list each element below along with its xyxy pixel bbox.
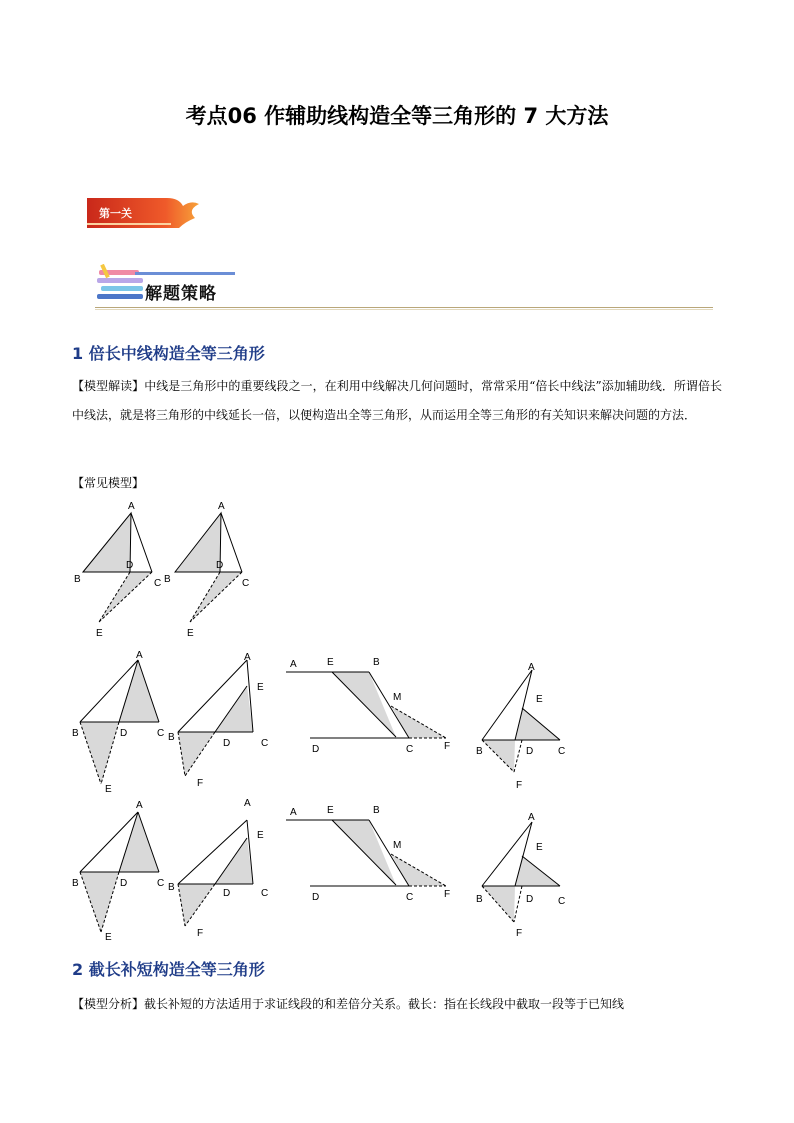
label-A: A <box>128 501 135 512</box>
label-A: A <box>290 659 297 670</box>
label-D: D <box>312 892 320 903</box>
label-D: D <box>120 728 128 739</box>
figure-median-6 <box>472 656 582 796</box>
section-divider-shadow <box>95 309 713 310</box>
label-D: D <box>223 738 231 749</box>
label-M: M <box>393 692 402 703</box>
figure-median-1 <box>70 498 170 643</box>
label-B: B <box>476 894 483 905</box>
figure-median-10 <box>472 806 582 946</box>
label-F: F <box>197 778 204 789</box>
label-C: C <box>242 578 250 589</box>
label-E: E <box>105 784 112 795</box>
models-label: 【常见模型】 <box>72 476 145 490</box>
label-A: A <box>244 652 251 663</box>
section2-paragraph: 【模型分析】截长补短的方法适用于求证线段的和差倍分关系。截长：指在长线段中截取一段等于已知线 <box>72 997 625 1011</box>
label-D: D <box>526 746 534 757</box>
label-F: F <box>444 889 451 900</box>
figure-median-4 <box>168 648 278 793</box>
banner-label: 第一关 <box>99 207 132 220</box>
section-divider <box>95 307 713 308</box>
label-E: E <box>96 628 103 639</box>
label-E: E <box>327 805 334 816</box>
label-F: F <box>516 780 523 791</box>
label-D: D <box>526 894 534 905</box>
label-D: D <box>120 878 128 889</box>
label-D: D <box>312 744 320 755</box>
label-C: C <box>261 738 269 749</box>
label-A: A <box>218 501 225 512</box>
label-B: B <box>74 574 81 585</box>
label-F: F <box>516 928 523 939</box>
figure-median-2 <box>162 498 262 643</box>
section1-paragraph: 【模型解读】中线是三角形中的重要线段之一，在利用中线解决几何问题时，常常采用“倍长中线法”添加辅助线．所谓倍长中线法，就是将三角形的中线延长一倍，以便构造出全等三角形，从而运用全等三角形的有关知识来解决问题的方法． <box>72 379 722 422</box>
label-C: C <box>558 896 566 907</box>
label-A: A <box>244 798 251 809</box>
label-B: B <box>373 805 380 816</box>
label-B: B <box>373 657 380 668</box>
label-C: C <box>157 728 165 739</box>
label-B: B <box>168 882 175 893</box>
label-D: D <box>216 560 224 571</box>
label-C: C <box>154 578 162 589</box>
label-B: B <box>72 878 79 889</box>
label-A: A <box>136 650 143 661</box>
label-F: F <box>197 928 204 939</box>
figure-median-8 <box>168 798 278 943</box>
label-D: D <box>126 560 134 571</box>
label-E: E <box>105 932 112 943</box>
label-E: E <box>536 694 543 705</box>
label-E: E <box>187 628 194 639</box>
section1-heading: 1 倍长中线构造全等三角形 <box>72 344 265 363</box>
label-A: A <box>290 807 297 818</box>
figure-median-5 <box>286 652 456 762</box>
label-A: A <box>528 812 535 823</box>
label-D: D <box>223 888 231 899</box>
label-M: M <box>393 840 402 851</box>
label-C: C <box>558 746 566 757</box>
label-E: E <box>536 842 543 853</box>
label-A: A <box>136 800 143 811</box>
label-E: E <box>257 682 264 693</box>
figure-median-3 <box>70 648 170 796</box>
label-F: F <box>444 741 451 752</box>
label-E: E <box>257 830 264 841</box>
label-C: C <box>157 878 165 889</box>
label-A: A <box>528 662 535 673</box>
label-B: B <box>168 732 175 743</box>
label-C: C <box>406 744 414 755</box>
label-C: C <box>406 892 414 903</box>
label-E: E <box>327 657 334 668</box>
strategy-label: 解题策略 <box>145 284 217 304</box>
figure-median-7 <box>70 798 170 946</box>
label-B: B <box>72 728 79 739</box>
label-B: B <box>476 746 483 757</box>
section2-heading: 2 截长补短构造全等三角形 <box>72 960 265 979</box>
label-C: C <box>261 888 269 899</box>
figure-median-9 <box>286 800 456 910</box>
label-B: B <box>164 574 171 585</box>
page-title: 考点06 作辅助线构造全等三角形的 7 大方法 <box>185 104 609 128</box>
